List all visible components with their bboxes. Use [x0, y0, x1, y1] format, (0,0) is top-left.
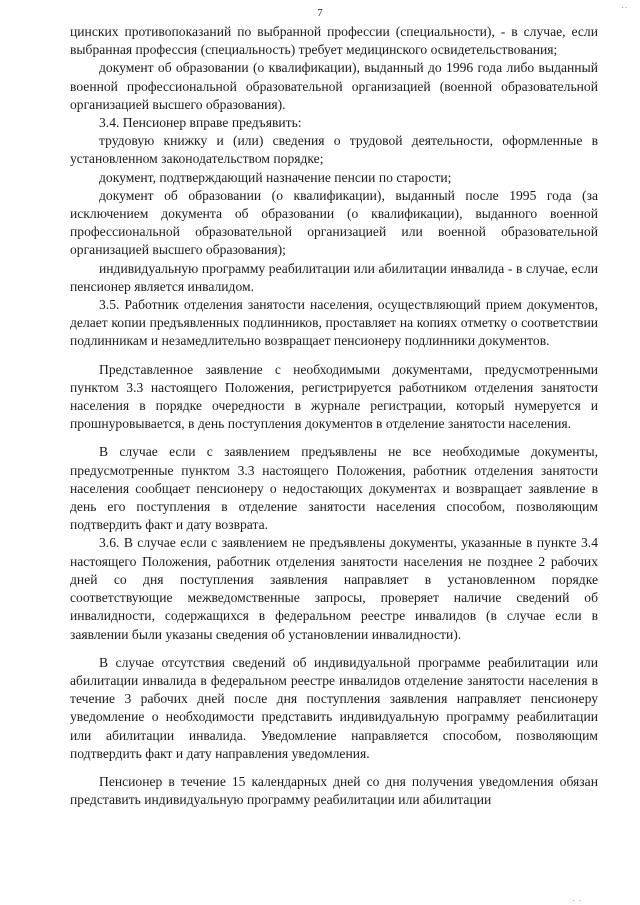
section-3-6: 3.6. В случае если с заявлением не предъявлены документы, указанные в пункте 3.4 настоящего Положения, работник отделения занятости населения не позднее 2 рабочих дней со дня поступления заявления направляет в установленном порядке соответствующие межведомственные запросы, проверяет наличие сведений об инвалидности, содержащихся в федеральном реестре инвалидов (в случае если в заявлении были указаны сведения об установлении инвалидности). [70, 535, 598, 642]
paragraph: Представленное заявление с необходимыми документами, предусмотренными пунктом 3.3 настоящего Положения, регистрируется работником отделения занятости населения в порядке очередности в журнале регистрации, который нумеруется и прошнуровывается, в день поступления документов в отделение занятости населения. [70, 361, 598, 432]
paragraph: документ об образовании (о квалификации), выданный после 1995 года (за исключением документа об образовании (о квалификации), выданного военной профессиональной образовательной организацией или военной образовательной организацией высшего образования); [70, 187, 598, 258]
scan-mark-bottom: . . [572, 893, 582, 903]
paragraph: трудовую книжку и (или) сведения о трудовой деятельности, оформленные в установленном законодательством порядке; [70, 133, 598, 167]
page-number: 7 [317, 7, 323, 19]
paragraph: документ об образовании (о квалификации), выданный до 1996 года либо выданный военной профессиональной образовательной организацией (военной образовательной организацией высшего образования). [70, 60, 598, 112]
paragraph: Пенсионер в течение 15 календарных дней со дня получения уведомления обязан представить индивидуальную программу реабилитации или абилитации [70, 773, 598, 808]
section-3-5: 3.5. Работник отделения занятости населения, осуществляющий прием документов, делает копии предъявленных подлинников, проставляет на копиях отметку о соответствии подлинникам и незамедлительно возвращает пенсионеру подлинники документов. [70, 297, 598, 349]
scan-mark-top: .. [621, 0, 628, 10]
paragraph: документ, подтверждающий назначение пенсии по старости; [99, 169, 452, 185]
section-heading-3-4: 3.4. Пенсионер вправе предъявить: [99, 115, 302, 131]
paragraph: В случае если с заявлением предъявлены не все необходимые документы, предусмотренные пунктом 3.3 настоящего Положения, работник отделения занятости населения сообщает пенсионеру о недостающих документах и возвращает заявление в день его поступления в отделение занятости населения способом, позволяющим подтвердить факт и дату возврата. [70, 444, 598, 533]
document-body [70, 23, 598, 809]
paragraph: В случае отсутствия сведений об индивидуальной программе реабилитации или абилитации инвалида в федеральном реестре инвалидов отделение занятости населения в течение 3 рабочих дней после дня поступления заявления направляет пенсионеру уведомление о необходимости представить индивидуальную программу реабилитации или абилитации инвалида. Уведомление направляется способом, позволяющим подтвердить факт и дату направления уведомления. [70, 654, 598, 761]
paragraph-continuation: цинских противопоказаний по выбранной профессии (специальности), - в случае, если выбранная профессия (специальность) требует медицинского освидетельствования; [70, 24, 598, 58]
paragraph: индивидуальную программу реабилитации или абилитации инвалида - в случае, если пенсионер является инвалидом. [70, 260, 598, 294]
